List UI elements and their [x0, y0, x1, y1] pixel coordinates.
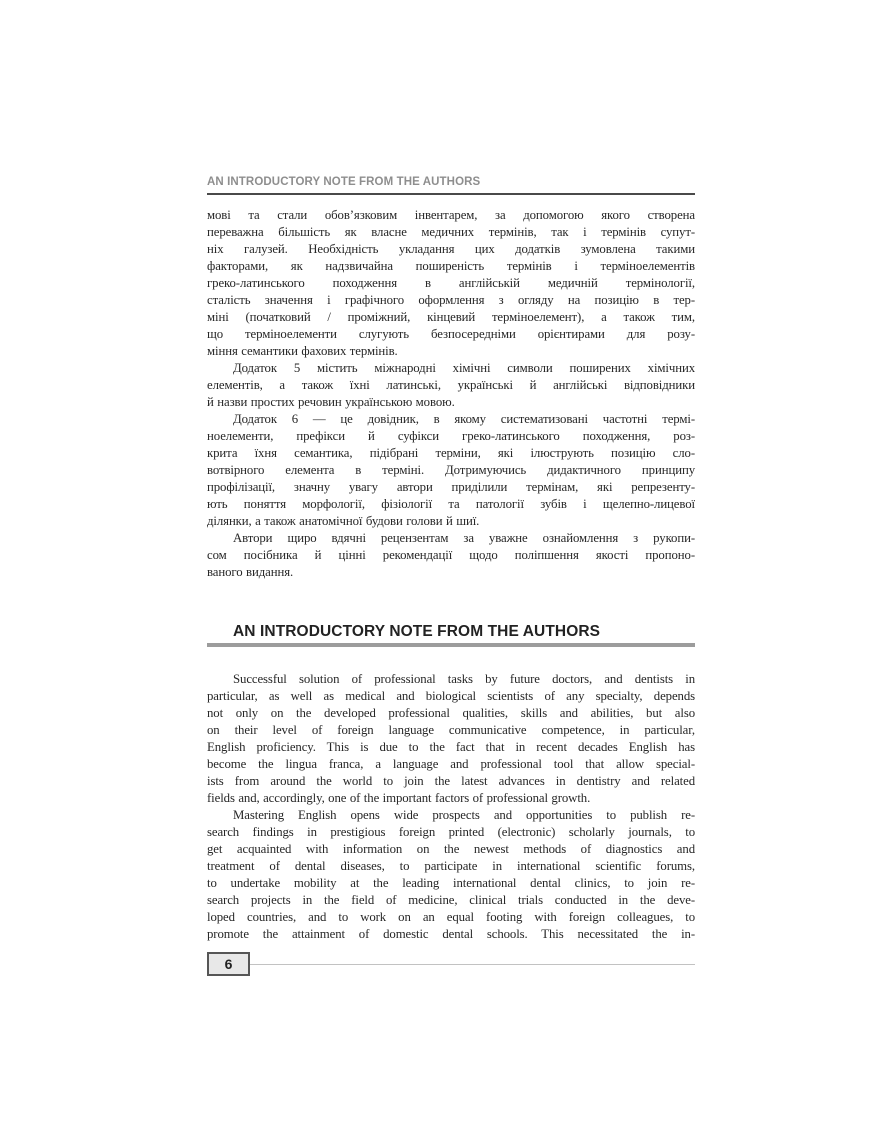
text-line: елементів, а також їхні латинські, українські й англійські відповідники — [207, 378, 695, 392]
text-line: ділянки, а також анатомічної будови голови й шиї. — [207, 514, 480, 528]
text-line: on their level of foreign language communicative competence, in particular, — [207, 723, 695, 737]
text-line: греко-латинського походження в англійській медичній термінології, — [207, 276, 695, 290]
text-line: факторами, як надзвичайна поширеність термінів і терміноелементів — [207, 259, 695, 273]
text-line: крита їхня семантика, підібрані терміни, які ілюструють позицію сло- — [207, 446, 695, 460]
text-line: Додаток 6 — це довідник, в якому систематизовані частотні термі- — [233, 412, 695, 426]
text-line: ноелементи, префікси й суфікси греко-латинського походження, роз- — [207, 429, 695, 443]
text-line: get acquainted with information on the newest methods of diagnostics and — [207, 842, 695, 856]
text-line: ваного видання. — [207, 565, 294, 579]
text-line: ists from around the world to join the latest advances in dentistry and related — [207, 774, 695, 788]
text-line: loped countries, and to work on an equal footing with foreign colleagues, to — [207, 910, 695, 924]
footer-rule — [250, 964, 695, 965]
paragraph-ukrainian-appendix5 — [207, 360, 695, 411]
text-line: Автори щиро вдячні рецензентам за уважне ознайомлення з рукопи- — [233, 531, 695, 545]
text-line: сталість значення і графічного оформлення з огляду на позицію в тер- — [207, 293, 695, 307]
text-line: сом посібника й цінні рекомендації щодо поліпшення якості пропоно- — [207, 548, 695, 562]
text-line: Додаток 5 містить міжнародні хімічні символи поширених хімічних — [233, 361, 695, 375]
section-heading: AN INTRODUCTORY NOTE FROM THE AUTHORS — [233, 623, 601, 640]
text-line: particular, as well as medical and biological scientists of any specialty, depends — [207, 689, 695, 703]
text-line: мові та стали обов’язковим інвентарем, за допомогою якого створена — [207, 208, 695, 222]
text-line: search projects in the field of medicine, clinical trials conducted in the deve- — [207, 893, 695, 907]
paragraph-ukrainian-appendix6 — [207, 411, 695, 530]
text-line: Mastering English opens wide prospects and opportunities to publish re- — [233, 808, 695, 822]
text-line: Successful solution of professional tasks by future doctors, and dentists in — [233, 672, 695, 686]
page-header — [207, 176, 695, 195]
running-header-rule — [207, 193, 695, 195]
text-line: ють поняття морфології, фізіології та патології зубів і щелепно-лицевої — [207, 497, 695, 511]
paragraph-ukrainian-acknowledgement — [207, 530, 695, 581]
page-body — [207, 207, 695, 943]
text-line: переважна більшість як власне медичних термінів, так і термінів супут- — [207, 225, 695, 239]
text-line: treatment of dental diseases, to participate in international scientific forums, — [207, 859, 695, 873]
text-line: міні (початковий / проміжний, кінцевий терміноелемент), а також тим, — [207, 310, 695, 324]
text-line: English proficiency. This is due to the fact that in recent decades English has — [207, 740, 695, 754]
section-heading-rule — [207, 643, 695, 647]
paragraph-english-mastering — [207, 807, 695, 943]
paragraph-english-intro — [207, 671, 695, 807]
text-line: й назви простих речовин українською мовою. — [207, 395, 455, 409]
text-line: to undertake mobility at the leading international dental clinics, to join re- — [207, 876, 695, 890]
text-line: become the lingua franca, a language and professional tool that allow special- — [207, 757, 695, 771]
text-line: що терміноелементи слугують безпосередніми орієнтирами для розу- — [207, 327, 695, 341]
running-header: AN INTRODUCTORY NOTE FROM THE AUTHORS — [207, 176, 481, 188]
text-line: профілізації, значну увагу автори приділили термінам, які репрезенту- — [207, 480, 695, 494]
page-number: 6 — [207, 952, 250, 976]
text-line: promote the attainment of domestic dental schools. This necessitated the in- — [207, 927, 695, 941]
text-line: ніх галузей. Необхідність укладання цих додатків зумовлена такими — [207, 242, 695, 256]
text-line: not only on the developed professional qualities, skills and abilities, but also — [207, 706, 695, 720]
text-line: міння семантики фахових термінів. — [207, 344, 398, 358]
text-line: вотвірного елемента в терміні. Дотримуючись дидактичного принципу — [207, 463, 695, 477]
paragraph-ukrainian-continued — [207, 207, 695, 360]
page-footer — [207, 952, 695, 976]
text-line: search findings in prestigious foreign printed (electronic) scholarly journals, to — [207, 825, 695, 839]
text-line: fields and, accordingly, one of the important factors of professional growth. — [207, 791, 591, 805]
